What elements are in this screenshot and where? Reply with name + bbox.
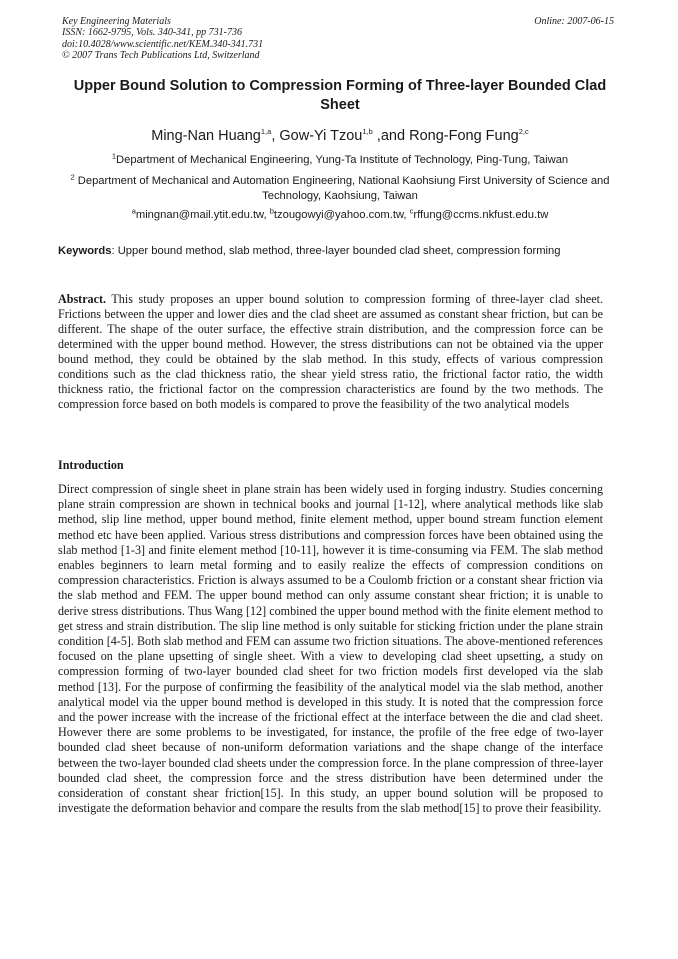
copyright-line: © 2007 Trans Tech Publications Ltd, Switzerland	[62, 50, 260, 62]
introduction-heading: Introduction	[58, 458, 124, 472]
author: Rong-Fong Fung$^{2,c}$	[409, 127, 529, 144]
author-list: Ming-Nan Huang$^{1,a}$, Gow-Yi Tzou$^{1,b}$ ,and Rong-Fong Fung$^{2,c}$	[151, 127, 529, 144]
abstract-label: Abstract.	[58, 292, 107, 306]
abstract	[58, 292, 603, 412]
email: $^b$tzougowyi@yahoo.com.tw	[269, 206, 404, 221]
paper-title: Upper Bound Solution to Compression Forming of Three-layer Bounded Clad Sheet	[73, 78, 607, 113]
journal-name: Key Engineering Materials	[62, 16, 171, 27]
affiliation-1: $^1$Department of Mechanical Engineering, Yung-Ta Institute of Technology, Ping-Tung, Taiwan	[111, 151, 569, 166]
online-date: Online: 2007-06-15	[534, 16, 614, 27]
author-emails: $^a$mingnan@mail.ytit.edu.tw, $^b$tzougowyi@yahoo.com.tw, $^c$rffung@ccms.nkfust.edu.tw	[131, 206, 549, 221]
issn-line: ISSN: 1662-9795, Vols. 340-341, pp 731-736	[62, 27, 242, 39]
affiliation-2: $^2$ Department of Mechanical and Automation Engineering, National Kaohsiung First University of Science and Technology, Kaohsiung, Taiwan	[70, 172, 610, 202]
journal-header	[62, 16, 263, 62]
keywords-label: Keywords	[58, 245, 112, 257]
email: $^c$rffung@ccms.nkfust.edu.tw	[409, 206, 549, 221]
keywords-text: Upper bound method, slab method, three-layer bounded clad sheet, compression forming	[117, 245, 561, 257]
doi-line: doi:10.4028/www.scientific.net/KEM.340-341.731	[62, 38, 264, 50]
abstract-text: This study proposes an upper bound solution to compression forming of three-layer clad sheet. Frictions between the upper and lower dies and the clad sheet are assumed as constant shear friction, but can be different. The shape of the outer surface, the effective strain distribution, and the compression force can be determined with the upper bound method. However, the stress distributions can not be obtained via the upper bound method, they could be obtained by the slab method. In this study, effects of various compression conditions such as the clad thickness ratio, the shear yield stress ratio, the frictional factor ratio, the width thickness ratio, the frictional factor on the compression characteristics are found by the two methods. The compression force based on both models is compared to prove the feasibility of the two analytical models	[58, 292, 604, 411]
author: Gow-Yi Tzou$^{1,b}$	[279, 127, 373, 144]
email: $^a$mingnan@mail.ytit.edu.tw	[131, 206, 264, 221]
introduction-body: Direct compression of single sheet in plane strain has been widely used in forging industry. Studies concerning plane strain compression are shown in technical books and journal [1-12], where analytical methods like slab method, slip line method, upper bound method, finite element method, upper bound stream function element method etc have been applied. Various stress distributions and compression forces have been obtained using the slab method [1-3] and finite element method [10-11], however it is time-consuming via FEM. The slab method enables beginners to learn metal forming and to easily realize the effects of compression conditions on compression characteristics. Friction is always assumed to be a Coulomb friction or a constant shear friction via the slab method and FEM. The upper bound method can only assume constant shear friction; it is unable to derive stress distributions. Thus Wang [12] combined the upper bound method with the finite element method to get stress and strain distribution. The slip line method is only suitable for sticking friction under the plane strain condition [4-5]. Both slab method and FEM can assume two friction situations. The above-mentioned references focused on the plane upsetting of single sheet. With a view to developing clad sheet upsetting, a study on compression forming of two-layer bounded clad sheet for two friction models first developed via the slab method [13]. For the purpose of confirming the feasibility of the analytical model via the slab method, another analytical model via the upper bound method is developed in this study. It is noted that the compression force and the power increase with the increase of the frictional effect at the interface between the die and clad sheet. However there are some problems to be investigated, for instance, the profile of the free edge of two-layer bounded clad sheet because of non-uniform deformation variations and the shape change of the interface between the two-layer bounded clad sheets under the compression force. In the plane compression of three-layer bounded clad sheet, the compression force and the stress distribution have been determined under the consideration of constant shear friction[15]. In this study, an upper bound solution will be proposed to investigate the deformation behavior and compare the results from the slab method[15] to prove their feasibility.	[58, 482, 603, 816]
author: Ming-Nan Huang$^{1,a}$	[151, 127, 272, 144]
keywords: Keywords: Upper bound method, slab method, three-layer bounded clad sheet, compression forming	[58, 245, 561, 257]
